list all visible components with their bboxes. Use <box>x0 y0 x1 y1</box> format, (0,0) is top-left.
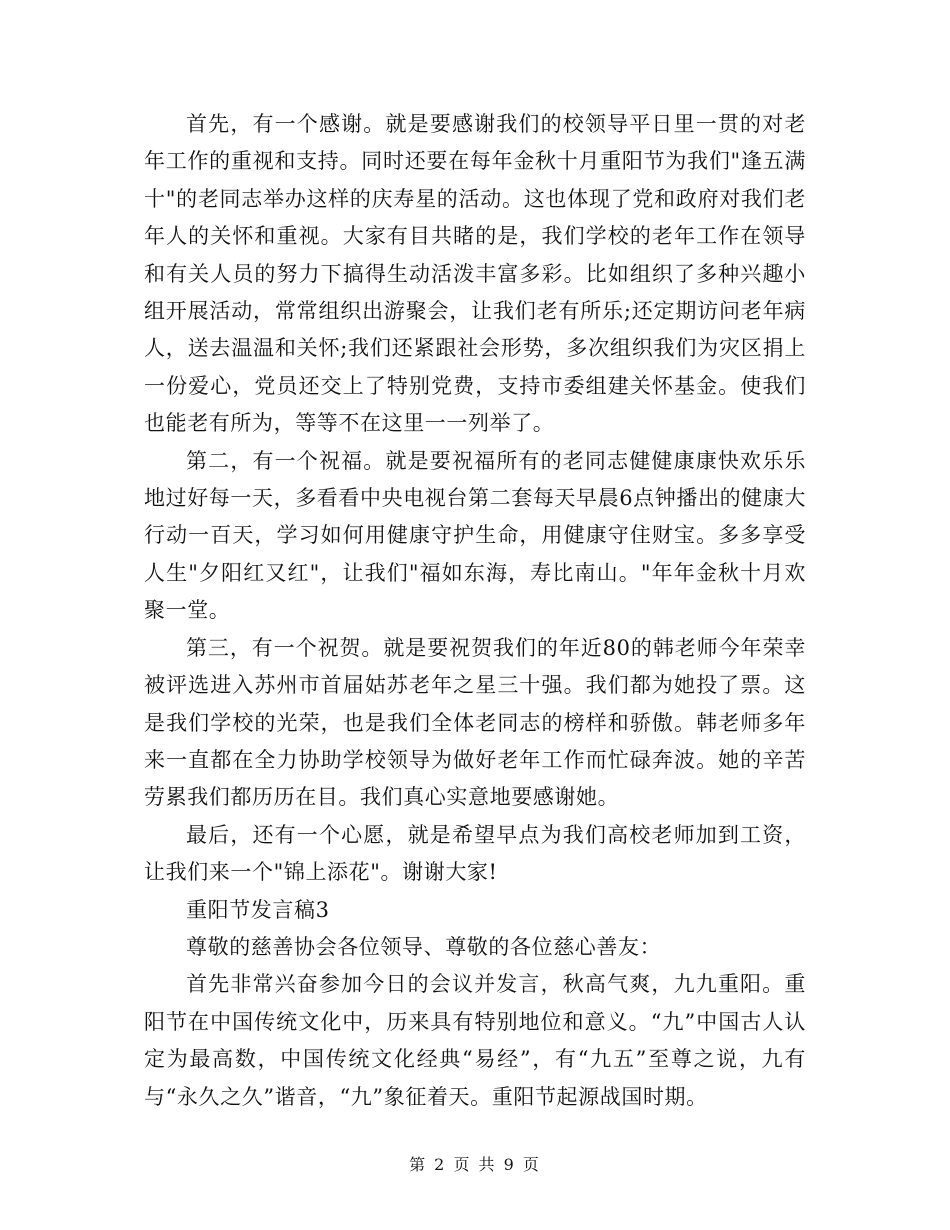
document-body <box>144 106 806 1116</box>
paragraph-thanks: 首先，有一个感谢。就是要感谢我们的校领导平日里一贯的对老年工作的重视和支持。同时还要在每年金秋十月重阳节为我们"逢五满十"的老同志举办这样的庆寿星的活动。这也体现了党和政府对我们老年人的关怀和重视。大家有目共睹的是，我们学校的老年工作在领导和有关人员的努力下搞得生动活泼丰富多彩。比如组织了多种兴趣小组开展活动，常常组织出游聚会，让我们老有所乐;还定期访问老年病人，送去温温和关怀;我们还紧跟社会形势，多次组织我们为灾区捐上一份爱心，党员还交上了特别党费，支持市委组建关怀基金。使我们也能老有所为，等等不在这里一一列举了。 <box>144 112 806 436</box>
page-number: 第 2 页 共 9 页 <box>409 1155 541 1174</box>
paragraph-wish: 最后，还有一个心愿，就是希望早点为我们高校老师加到工资，让我们来一个"锦上添花"。谢谢大家! <box>144 822 806 885</box>
salutation: 尊敬的慈善协会各位领导、尊敬的各位慈心善友： <box>186 934 662 959</box>
paragraph-blessing: 第二，有一个祝福。就是要祝福所有的老同志健健康康快欢乐乐地过好每一天，多看看中央电视台第二套每天早晨6点钟播出的健康大行动一百天，学习如何用健康守护生命，用健康守住财宝。多多享受人生"夕阳红又红"，让我们"福如东海，寿比南山。"年年金秋十月欢聚一堂。 <box>144 448 806 623</box>
section-title: 重阳节发言稿3 <box>186 897 330 922</box>
paragraph-congratulation: 第三，有一个祝贺。就是要祝贺我们的年近80的韩老师今年荣幸被评选进入苏州市首届姑苏老年之星三十强。我们都为她投了票。这是我们学校的光荣，也是我们全体老同志的榜样和骄傲。韩老师多年来一直都在全力协助学校领导为做好老年工作而忙碌奔波。她的辛苦劳累我们都历历在目。我们真心实意地要感谢她。 <box>144 635 806 810</box>
paragraph-opening: 首先非常兴奋参加今日的会议并发言，秋高气爽，九九重阳。重阳节在中国传统文化中，历来具有特别地位和意义。“九”中国古人认定为最高数，中国传统文化经典“易经”，有“九五”至尊之说，九有与“永久之久”谐音，“九”象征着天。重阳节起源战国时期。 <box>144 972 806 1109</box>
